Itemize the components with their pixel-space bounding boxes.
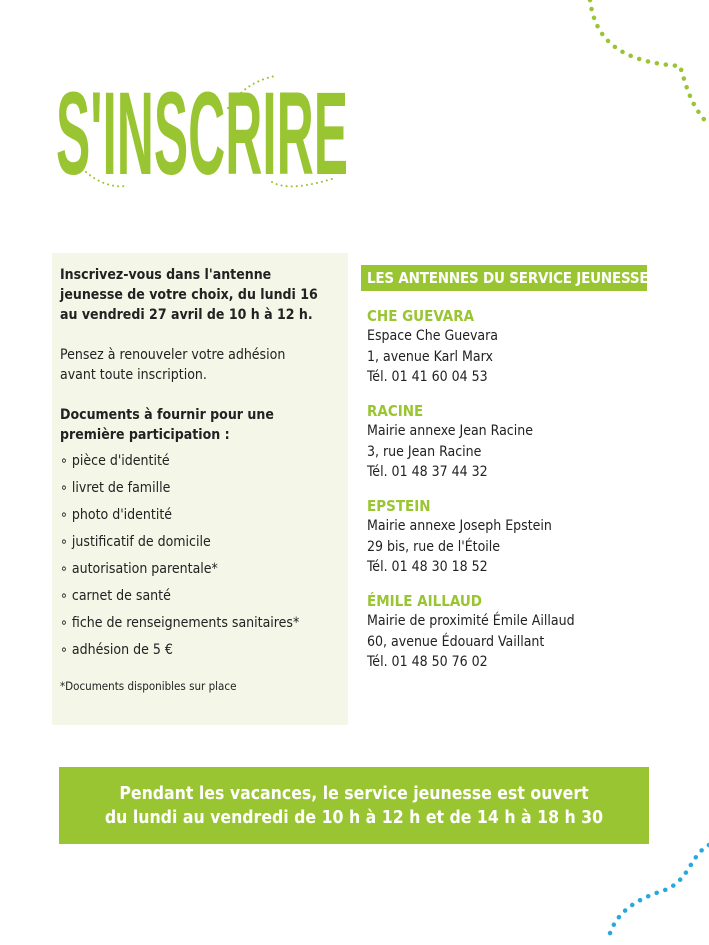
- list-item: ∘ fiche de renseignements sanitaires*: [60, 613, 342, 640]
- list-item: ∘ pièce d'identité: [60, 451, 342, 478]
- opening-hours-banner: [59, 767, 649, 844]
- antenne-che-guevara: [367, 306, 657, 388]
- documents-list: [60, 451, 342, 667]
- list-item: ∘ autorisation parentale*: [60, 559, 342, 586]
- antenne-phone: Tél. 01 48 50 76 02: [367, 654, 488, 670]
- banner-line-2: du lundi au vendredi de 10 h à 12 h et de 14 h à 18 h 30: [104, 808, 604, 828]
- page-title-wrap: [56, 52, 376, 200]
- antenne-address: 60, avenue Édouard Vaillant: [367, 633, 545, 650]
- list-item: ∘ adhésion de 5 €: [60, 640, 342, 667]
- antenne-phone: Tél. 01 41 60 04 53: [367, 369, 488, 385]
- antenne-place: Mairie annexe Joseph Epstein: [367, 518, 552, 534]
- page-title: [56, 52, 376, 200]
- banner-line-1: Pendant les vacances, le service jeunesse est ouvert: [119, 784, 589, 804]
- antenne-epstein: [367, 496, 657, 578]
- antenne-phone: Tél. 01 48 37 44 32: [367, 464, 488, 480]
- antenne-name: CHE GUEVARA: [367, 307, 475, 325]
- antenne-address: 3, rue Jean Racine: [367, 443, 482, 460]
- renew-text: Pensez à renouveler votre adhésion avant toute inscription.: [60, 347, 286, 383]
- antenne-name: RACINE: [367, 402, 424, 420]
- antenne-name: EPSTEIN: [367, 497, 431, 515]
- list-item: ∘ carnet de santé: [60, 586, 342, 613]
- antenne-emile-aillaud: [367, 591, 657, 673]
- antenne-place: Mairie annexe Jean Racine: [367, 423, 533, 439]
- antenne-address: 29 bis, rue de l'Étoile: [367, 538, 501, 555]
- documents-footnote: *Documents disponibles sur place: [60, 679, 237, 693]
- intro-text: Inscrivez-vous dans l'antenne jeunesse de votre choix, du lundi 16 au vendredi 27 avril de 10 h à 12 h.: [60, 267, 318, 323]
- antenne-name: ÉMILE AILLAUD: [367, 592, 482, 610]
- info-panel: [52, 253, 348, 725]
- antenne-place: Mairie de proximité Émile Aillaud: [367, 613, 575, 629]
- list-item: ∘ justificatif de domicile: [60, 532, 342, 559]
- antenne-phone: Tél. 01 48 30 18 52: [367, 559, 488, 575]
- list-item: ∘ livret de famille: [60, 478, 342, 505]
- documents-title: Documents à fournir pour une première participation :: [60, 407, 274, 443]
- antenne-racine: [367, 401, 657, 483]
- antenne-place: Espace Che Guevara: [367, 328, 499, 344]
- antennes-header: LES ANTENNES DU SERVICE JEUNESSE: [361, 265, 647, 291]
- page-title-text: S'INSCRIRE: [56, 68, 348, 200]
- antenne-address: 1, avenue Karl Marx: [367, 348, 493, 365]
- list-item: ∘ photo d'identité: [60, 505, 342, 532]
